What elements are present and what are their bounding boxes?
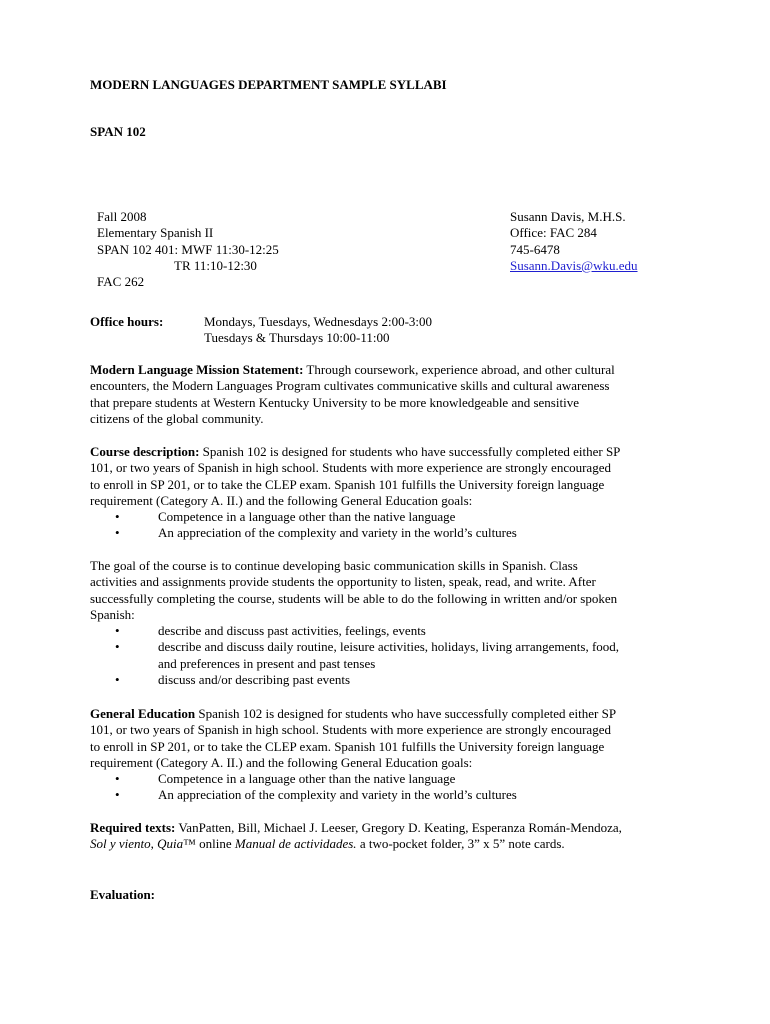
list-item: • describe and discuss past activities, feelings, events — [115, 623, 426, 639]
list-item: • An appreciation of the complexity and variety in the world’s cultures — [115, 525, 517, 541]
office-hours-line: Tuesdays & Thursdays 10:00-11:00 — [204, 330, 390, 346]
list-item: • describe and discuss daily routine, leisure activities, holidays, living arrangements, food, and preferences in present and past tenses — [115, 639, 620, 671]
course-name: Elementary Spanish II — [97, 225, 214, 241]
mission-text: encounters, the Modern Languages Program cultivates communicative skills and cultural awareness — [90, 378, 610, 394]
bullet-icon: • — [115, 509, 120, 525]
evaluation-heading: Evaluation: — [90, 887, 156, 902]
course-description-text: requirement (Category A. II.) and the following General Education goals: — [90, 492, 473, 508]
course-description — [90, 444, 665, 542]
course-description-text: Spanish 102 is designed for students who have successfully completed either SP — [199, 444, 621, 459]
bullet-icon: • — [115, 672, 120, 688]
required-supplies: a two-pocket folder, 3” x 5” note cards. — [356, 836, 565, 852]
general-education-text: Spanish 102 is designed for students who have successfully completed either SP — [195, 706, 617, 721]
quia-name: Quia — [157, 836, 184, 852]
course-code: SPAN 102 — [90, 124, 146, 139]
general-education-text: to enroll in SP 201, or to take the CLEP exam. Spanish 101 fulfills the University foreign language — [90, 738, 605, 754]
required-texts: Required texts: VanPatten, Bill, Michael J. Leeser, Gregory D. Keating, Esperanza Román-Mendoza, Sol y viento, Quia™ online Manual de actividades. a two-pocket folder, 3” x 5” note cards. — [90, 820, 622, 852]
course-description-label: Course description: — [90, 444, 200, 459]
course-goal-text: successfully completing the course, students will be able to do the following in written and/or spoken — [90, 590, 618, 606]
course-goal-outcomes — [90, 623, 665, 688]
section-schedule-2: TR 11:10-12:30 — [174, 257, 257, 273]
course-description-text: 101, or two years of Spanish in high school. Students with more experience are strongly encouraged — [90, 460, 611, 476]
required-texts-authors: VanPatten, Bill, Michael J. Leeser, Gregory D. Keating, Esperanza Román-Mendoza, — [175, 820, 622, 835]
mission-text: Through coursework, experience abroad, and other cultural — [303, 362, 615, 377]
office-hours — [204, 314, 432, 347]
mission-statement — [90, 362, 665, 427]
course-description-text: to enroll in SP 201, or to take the CLEP exam. Spanish 101 fulfills the University foreign language — [90, 476, 605, 492]
section-schedule: SPAN 102 401: MWF 11:30-12:25 — [97, 241, 279, 257]
instructor-phone: 745-6478 — [510, 241, 560, 257]
bullet-icon: • — [115, 525, 120, 541]
course-description-goals — [90, 509, 665, 542]
bullet-icon: • — [115, 623, 120, 639]
textbook-title: Sol y viento — [90, 836, 151, 852]
list-item: • discuss and/or describing past events — [115, 672, 351, 688]
general-education-text: requirement (Category A. II.) and the following General Education goals: — [90, 754, 473, 770]
instructor-name: Susann Davis, M.H.S. — [510, 209, 626, 224]
bullet-icon: • — [115, 787, 120, 803]
term: Fall 2008 — [97, 209, 147, 224]
instructor-info — [510, 209, 638, 274]
document-title: MODERN LANGUAGES DEPARTMENT SAMPLE SYLLABI — [90, 77, 447, 92]
workbook-title: Manual de actividades. — [234, 836, 357, 852]
course-info — [97, 209, 279, 290]
instructor-email-link[interactable]: Susann.Davis@wku.edu — [510, 257, 638, 273]
instructor-office: Office: FAC 284 — [510, 225, 597, 241]
list-item: • Competence in a language other than the native language — [115, 509, 456, 525]
bullet-icon: • — [115, 771, 120, 787]
general-education-label: General Education — [90, 706, 196, 721]
room: FAC 262 — [97, 274, 145, 290]
course-goal-text: The goal of the course is to continue developing basic communication skills in Spanish. Class — [90, 558, 578, 573]
general-education-goals — [90, 771, 665, 804]
list-item: • Competence in a language other than the native language — [115, 771, 456, 787]
required-texts-label: Required texts: — [90, 820, 176, 835]
mission-text: citizens of the global community. — [90, 410, 264, 426]
general-education-text: 101, or two years of Spanish in high school. Students with more experience are strongly encouraged — [90, 722, 611, 738]
mission-text: that prepare students at Western Kentucky University to be more knowledgeable and sensitive — [90, 394, 579, 410]
course-goal — [90, 558, 665, 688]
course-goal-text: Spanish: — [90, 606, 135, 622]
office-hours-label: Office hours: — [90, 314, 164, 329]
office-hours-line: Mondays, Tuesdays, Wednesdays 2:00-3:00 — [204, 314, 433, 329]
list-item: • An appreciation of the complexity and variety in the world’s cultures — [115, 787, 517, 803]
bullet-icon: • — [115, 639, 120, 655]
general-education — [90, 706, 665, 804]
mission-label: Modern Language Mission Statement: — [90, 362, 304, 377]
course-goal-text: activities and assignments provide students the opportunity to listen, speak, read, and write. After — [90, 574, 596, 590]
